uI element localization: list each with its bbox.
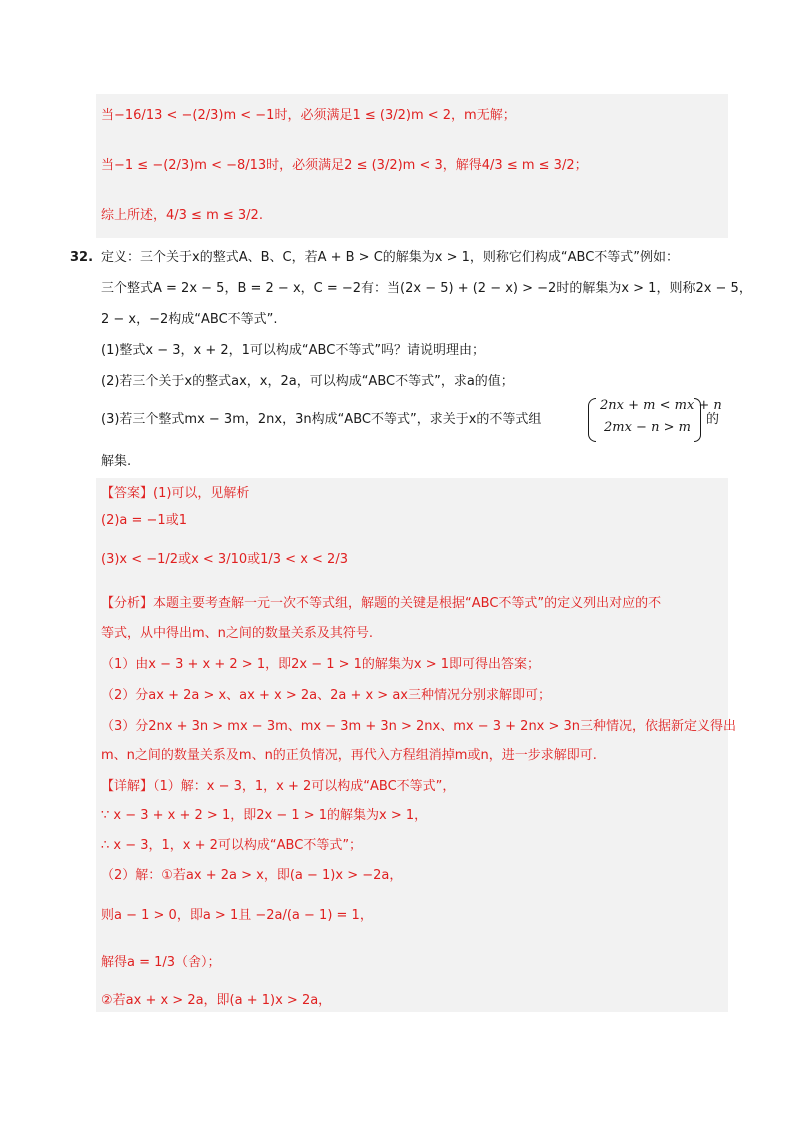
system-brace <box>588 398 596 442</box>
question-1: (1)整式x − 3，x + 2，1可以构成“ABC不等式”吗？请说明理由； <box>101 343 486 358</box>
answer-line-2: (2)a = −1或1 <box>101 513 187 528</box>
definition-line-1: 定义：三个关于x的整式A、B、C，若A + B > C的解集为x > 1，则称它们构成“ABC不等式”例如： <box>101 250 680 265</box>
detail-line-7: ②若ax + x > 2a，即(a + 1)x > 2a， <box>101 993 332 1008</box>
system-close-paren <box>694 398 701 442</box>
question-3-tail: 的 <box>706 412 720 427</box>
definition-line-2: 三个整式A = 2x − 5，B = 2 − x，C = −2有：当(2x − 5) + (2 − x) > −2时的解集为x > 1，则称2x − 5， <box>101 281 752 296</box>
question-3-end: 解集. <box>101 454 132 469</box>
question-2: (2)若三个关于x的整式ax，x，2a，可以构成“ABC不等式”，求a的值； <box>101 374 514 389</box>
top-line-3: 综上所述，4/3 ≤ m ≤ 3/2. <box>101 208 263 223</box>
answer-line-3: (3)x < −1/2或x < 3/10或1/3 < x < 2/3 <box>101 552 348 567</box>
analysis-line-5: （3）分2nx + 3n > mx − 3m、mx − 3m + 3n > 2nx、mx − 3 + 2nx > 3n三种情况，依据新定义得出 <box>101 719 737 734</box>
detail-line-1: 【详解】（1）解：x − 3，1，x + 2可以构成“ABC不等式”， <box>101 779 456 794</box>
analysis-line-2: 等式，从中得出m、n之间的数量关系及其符号. <box>101 626 374 641</box>
detail-line-5: 则a − 1 > 0，即a > 1且 −2a/(a − 1) = 1， <box>101 908 373 923</box>
top-line-1: 当−16/13 < −(2/3)m < −1时，必须满足1 ≤ (3/2)m < 2，m无解； <box>101 108 516 123</box>
analysis-line-1: 【分析】本题主要考查解一元一次不等式组，解题的关键是根据“ABC不等式”的定义列出对应的不 <box>101 596 662 611</box>
system-line-2: 2mx − n > m <box>604 420 691 435</box>
detail-line-3: ∴ x − 3，1，x + 2可以构成“ABC不等式”； <box>101 838 363 853</box>
system-line-1: 2nx + m < mx + n <box>600 398 722 413</box>
detail-line-4: （2）解：①若ax + 2a > x，即(a − 1)x > −2a， <box>101 868 403 883</box>
detail-line-6: 解得a = 1/3（舍）； <box>101 955 221 970</box>
top-line-2: 当−1 ≤ −(2/3)m < −8/13时，必须满足2 ≤ (3/2)m < 3，解得4/3 ≤ m ≤ 3/2； <box>101 158 588 173</box>
analysis-line-6: m、n之间的数量关系及m、n的正负情况，再代入方程组消掉m或n，进一步求解即可. <box>101 748 597 763</box>
definition-line-3: 2 − x，−2构成“ABC不等式”. <box>101 312 278 327</box>
detail-line-2: ∵ x − 3 + x + 2 > 1，即2x − 1 > 1的解集为x > 1， <box>101 808 428 823</box>
analysis-line-3: （1）由x − 3 + x + 2 > 1，即2x − 1 > 1的解集为x > 1即可得出答案； <box>101 657 541 672</box>
analysis-line-4: （2）分ax + 2a > x、ax + x > 2a、2a + x > ax三种情况分别求解即可； <box>101 688 551 703</box>
question-3: (3)若三个整式mx − 3m，2nx，3n构成“ABC不等式”，求关于x的不等式组 <box>101 412 542 427</box>
problem-number: 32. <box>70 250 94 265</box>
answer-line-1: 【答案】(1)可以，见解析 <box>101 486 250 501</box>
